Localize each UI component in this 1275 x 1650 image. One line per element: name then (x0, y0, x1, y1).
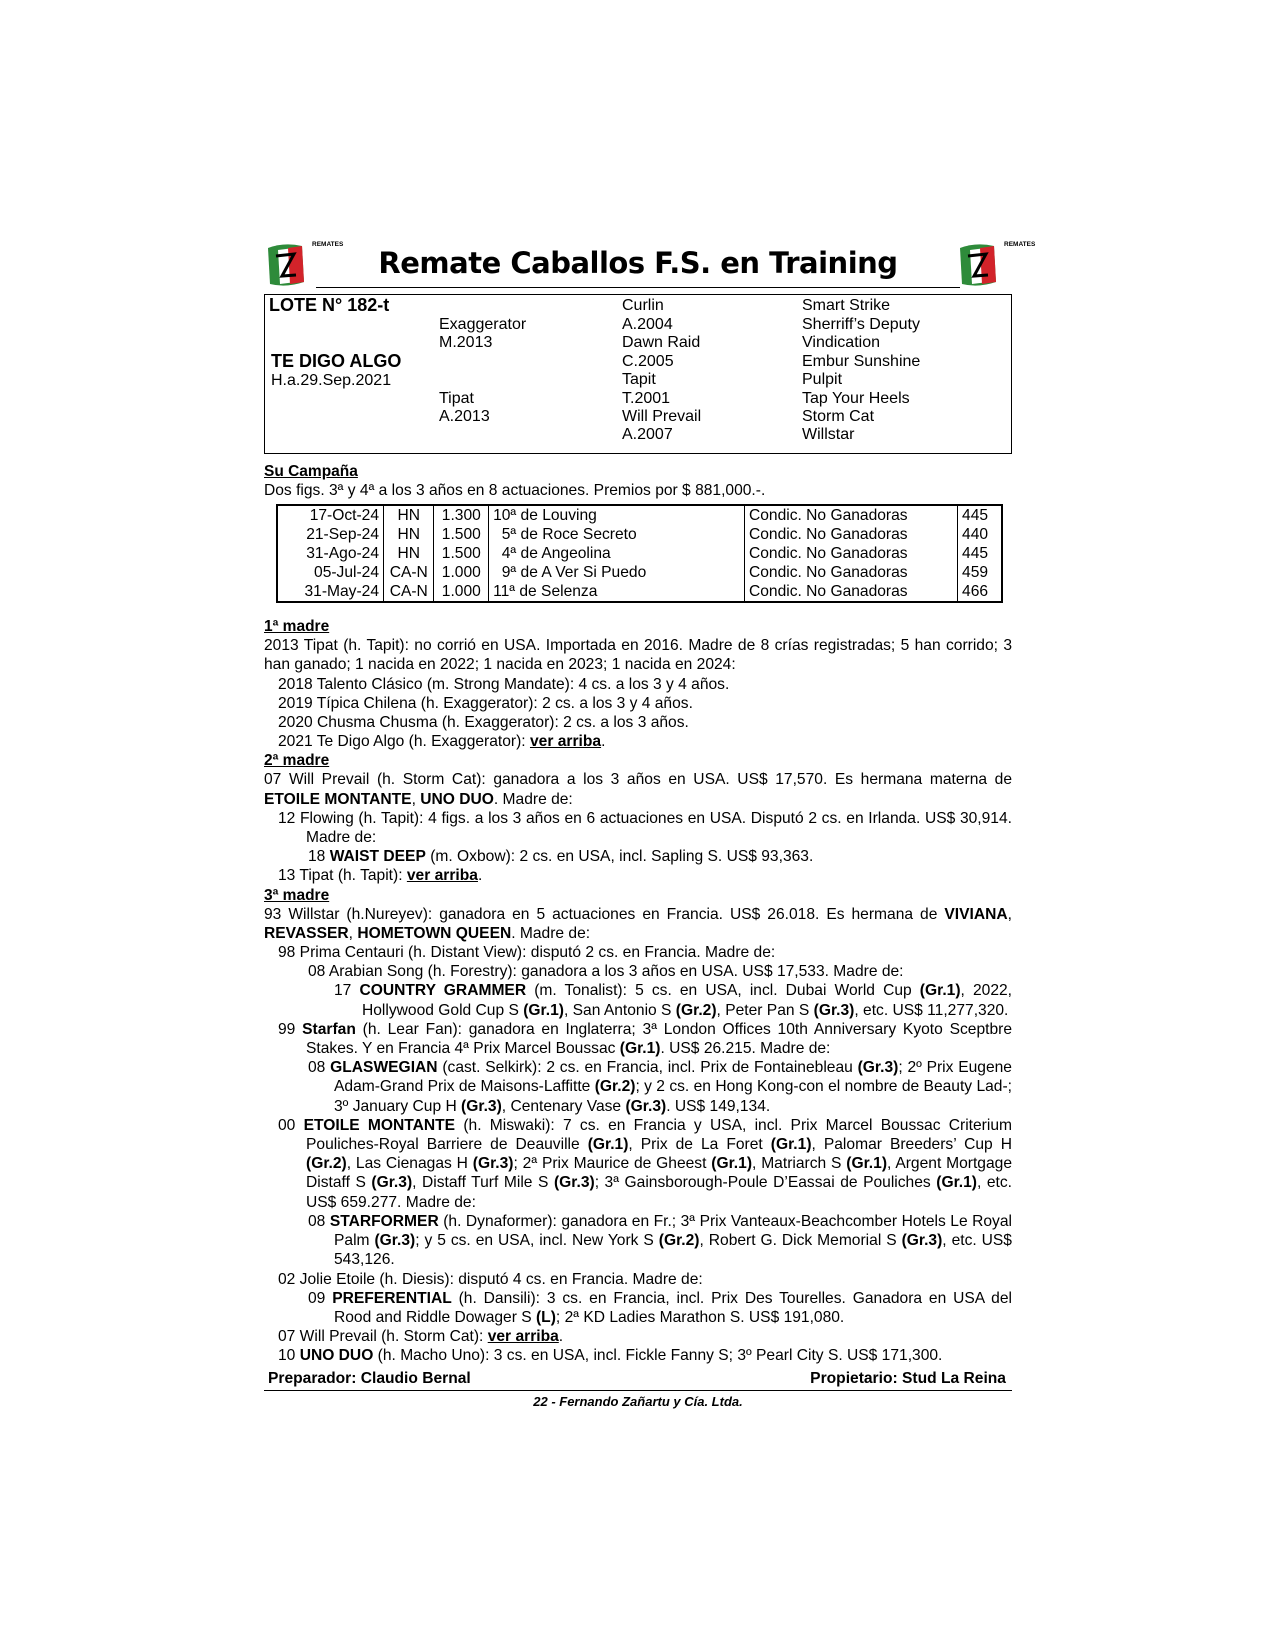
campaign-cell: 445 (958, 505, 1002, 525)
campaign-table (276, 504, 1003, 603)
madre3-intro: 93 Willstar (h.Nureyev): ganadora en 5 actuaciones en Francia. US$ 26.018. Es hermana de VIVIANA, REVASSER, HOMETOWN QUEEN. Madre de: (264, 905, 1012, 942)
produce-line: 17 COUNTRY GRAMMER (m. Tonalist): 5 cs. en USA, incl. Dubai World Cup (Gr.1), 2022, Hollywood Gold Cup S (Gr.1), San Antonio S (Gr.2), Peter Pan S (Gr.3), etc. US$ 11,277,320. (334, 982, 1012, 1019)
horse-info: H.a.29.Sep.2021 (271, 372, 392, 389)
campaign-cell: 445 (958, 544, 1002, 563)
campaign-cell: 4ª de Angeolina (489, 544, 745, 563)
campaign-cell: 1.300 (434, 505, 489, 525)
pedigree-box (264, 294, 1012, 454)
page-number: 22 - Fernando Zañartu y Cía. Ltda. (533, 1393, 743, 1409)
campaign-cell: 1.500 (434, 525, 489, 544)
g3-ancestor: A.2004 (622, 316, 673, 333)
g3-ancestor: T.2001 (622, 390, 671, 407)
produce-line: 10 UNO DUO (h. Macho Uno): 3 cs. en USA, incl. Fickle Fanny S; 3º Pearl City S. US$ 171,300. (278, 1347, 943, 1365)
trainer: Preparador: Claudio Bernal (268, 1369, 471, 1387)
g3-ancestor: Dawn Raid (622, 334, 701, 351)
horse-name: TE DIGO ALGO (271, 351, 402, 371)
campaign-cell: 440 (958, 525, 1002, 544)
campaign-cell: HN (384, 525, 434, 544)
campaign-row (277, 505, 1002, 525)
footer-credits (264, 1366, 1012, 1391)
g3-ancestor: A.2007 (622, 426, 673, 443)
campaign-summary: Dos figs. 3ª y 4ª a los 3 años en 8 actuaciones. Premios por $ 881,000.-. (264, 482, 766, 499)
g3-ancestor: Curlin (622, 297, 664, 314)
produce-line: 2018 Talento Clásico (m. Strong Mandate): 4 cs. a los 3 y 4 años. (278, 675, 730, 693)
g3-ancestor: C.2005 (622, 353, 674, 370)
owner: Propietario: Stud La Reina (810, 1369, 1006, 1387)
catalog-page (264, 240, 1036, 1409)
sire-info: M.2013 (439, 334, 493, 351)
produce-line: 18 WAIST DEEP (m. Oxbow): 2 cs. en USA, incl. Sapling S. US$ 93,363. (308, 848, 814, 866)
campaign-cell: Condic. No Ganadoras (744, 563, 957, 582)
campaign-row (277, 525, 1002, 544)
produce-line: 02 Jolie Etoile (h. Diesis): disputó 4 cs. en Francia. Madre de: (278, 1270, 703, 1288)
campaign-cell: 1.000 (434, 582, 489, 602)
campaign-cell: 1.000 (434, 563, 489, 582)
produce-line: 2021 Te Digo Algo (h. Exaggerator): ver arriba. (278, 733, 606, 751)
campaign-cell: 5ª de Roce Secreto (489, 525, 745, 544)
campaign-cell: 31-May-24 (277, 582, 384, 602)
campaign-row (277, 582, 1002, 602)
campaign-cell: 21-Sep-24 (277, 525, 384, 544)
g4-ancestor: Pulpit (802, 371, 843, 388)
produce-line: 13 Tipat (h. Tapit): ver arriba. (278, 867, 483, 885)
produce-line: 08 Arabian Song (h. Forestry): ganadora a los 3 años en USA. US$ 17,533. Madre de: (308, 963, 904, 981)
produce-line: 2019 Típica Chilena (h. Exaggerator): 2 cs. a los 3 y 4 años. (278, 694, 693, 712)
g3-ancestor: Will Prevail (622, 408, 702, 425)
g4-ancestor: Vindication (802, 334, 880, 351)
campaign-cell: 459 (958, 563, 1002, 582)
g4-ancestor: Sherriff’s Deputy (802, 316, 920, 333)
g4-ancestor: Willstar (802, 426, 855, 443)
produce-line: 00 ETOILE MONTANTE (h. Miswaki): 7 cs. en Francia y USA, incl. Prix Marcel Boussac Criterium Pouliches-Royal Barriere de Deauville (Gr.1), Prix de La Foret (Gr.1), Palomar Breeders’ Cup H (Gr.2), Las Cienagas H (Gr.3); 2ª Prix Maurice de Gheest (Gr.1), Matriarch S (Gr.1), Argent Mortgage Distaff S (Gr.3), Distaff Turf Mile S (Gr.3); 3ª Gainsborough-Poule D’Eassai de Pouliches (Gr.1), etc. US$ 659.277. Madre de: (278, 1116, 1013, 1211)
produce-line: 09 PREFERENTIAL (h. Dansili): 3 cs. en Francia, incl. Prix Des Tourelles. Ganadora en USA del Rood and Riddle Dowager S (L); 2ª KD Ladies Marathon S. US$ 191,080. (308, 1289, 1012, 1326)
campaign-cell: HN (384, 544, 434, 563)
campaign-cell: CA-N (384, 582, 434, 602)
madre2-intro: 07 Will Prevail (h. Storm Cat): ganadora a los 3 años en USA. US$ 17,570. Es hermana materna de ETOILE MONTANTE, UNO DUO. Madre de: (264, 771, 1012, 808)
campaign-row (277, 544, 1002, 563)
header-rule (316, 287, 960, 288)
produce-line: 2020 Chusma Chusma (h. Exaggerator): 2 cs. a los 3 años. (278, 714, 689, 732)
campaign-title: Su Campaña (264, 463, 358, 480)
page-header (264, 240, 1036, 294)
produce-line: 12 Flowing (h. Tapit): 4 figs. a los 3 años en 6 actuaciones en USA. Disputó 2 cs. en Irlanda. US$ 30,914. Madre de: (278, 809, 1012, 847)
produce-line: 07 Will Prevail (h. Storm Cat): ver arriba. (278, 1328, 564, 1346)
lot-number: LOTE N° 182-t (269, 295, 390, 315)
madre1-title: 1ª madre (264, 618, 330, 636)
campaign-cell: HN (384, 505, 434, 525)
campaign-cell: Condic. No Ganadoras (744, 582, 957, 602)
campaign-cell: 31-Ago-24 (277, 544, 384, 563)
campaign-cell: 10ª de Louving (489, 505, 745, 525)
dam-info: A.2013 (439, 408, 490, 425)
campaign-cell: 466 (958, 582, 1002, 602)
campaign-cell: Condic. No Ganadoras (744, 505, 957, 525)
g3-ancestor: Tapit (622, 371, 656, 388)
madre1-intro: 2013 Tipat (h. Tapit): no corrió en USA. Importada en 2016. Madre de 8 crías registradas; 5 han corrido; 3 han ganado; 1 nacida en 2022; 1 nacida en 2023; 1 nacida en 2024: (264, 637, 1012, 674)
g4-ancestor: Storm Cat (802, 408, 875, 425)
g4-ancestor: Embur Sunshine (802, 353, 921, 370)
campaign-row (277, 563, 1002, 582)
page-title: Remate Caballos F.S. en Training (378, 246, 898, 280)
sire-name: Exaggerator (439, 316, 527, 333)
campaign-cell: Condic. No Ganadoras (744, 525, 957, 544)
produce-line: 08 GLASWEGIAN (cast. Selkirk): 2 cs. en Francia, incl. Prix de Fontainebleau (Gr.3); 2º Prix Eugene Adam-Grand Prix de Maisons-Laffitte (Gr.2); y 2 cs. en Hong Kong-con el nombre de Beauty Lad-; 3º January Cup H (Gr.3), Centenary Vase (Gr.3). US$ 149,134. (308, 1059, 1012, 1115)
dam-name: Tipat (439, 390, 474, 407)
campaign-cell: Condic. No Ganadoras (744, 544, 957, 563)
remates-logo-right: REMATES (956, 242, 1012, 290)
produce-line: 98 Prima Centauri (h. Distant View): disputó 2 cs. en Francia. Madre de: (278, 944, 776, 962)
remates-logo: REMATES (264, 242, 320, 290)
madre2-title: 2ª madre (264, 752, 330, 770)
campaign-cell: 1.500 (434, 544, 489, 563)
campaign-cell: 17-Oct-24 (277, 505, 384, 525)
g4-ancestor: Tap Your Heels (802, 390, 910, 407)
g4-ancestor: Smart Strike (802, 297, 891, 314)
campaign-cell: CA-N (384, 563, 434, 582)
madre3-title: 3ª madre (264, 886, 330, 904)
produce-line: 08 STARFORMER (h. Dynaformer): ganadora en Fr.; 3ª Prix Vanteaux-Beachcomber Hotels Le Royal Palm (Gr.3); y 5 cs. en USA, incl. New York S (Gr.2), Robert G. Dick Memorial S (Gr.3), etc. US$ 543,126. (308, 1212, 1012, 1269)
campaign-cell: 11ª de Selenza (489, 582, 745, 602)
campaign-cell: 9ª de A Ver Si Puedo (489, 563, 745, 582)
campaign-cell: 05-Jul-24 (277, 563, 384, 582)
produce-line: 99 Starfan (h. Lear Fan): ganadora en Inglaterra; 3ª London Offices 10th Anniversary Kyoto Sceptbre Stakes. Y en Francia 4ª Prix Marcel Boussac (Gr.1). US$ 26.215. Madre de: (278, 1020, 1012, 1058)
